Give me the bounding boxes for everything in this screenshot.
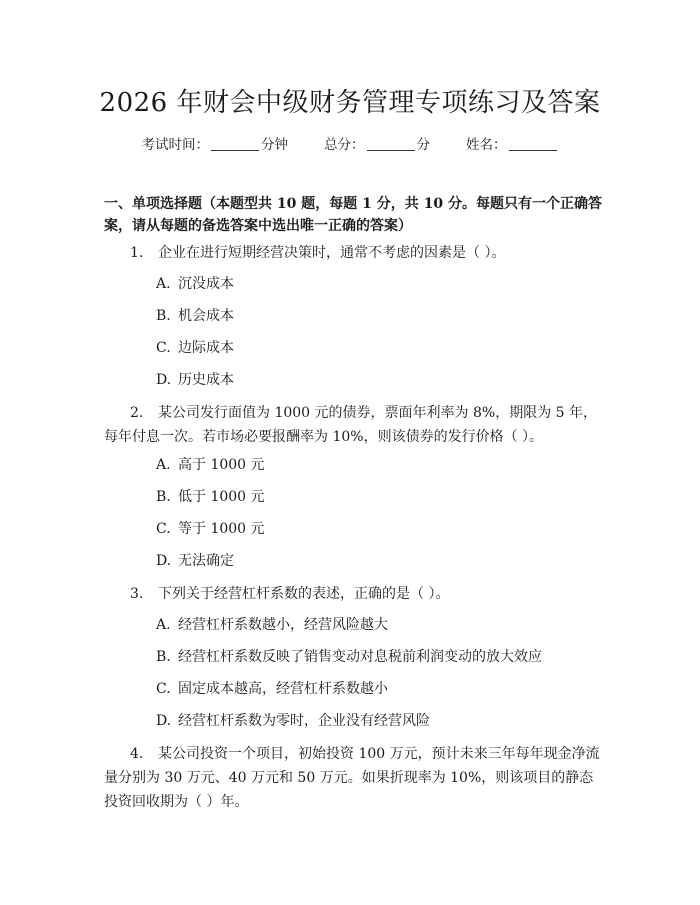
exam-time-blank (211, 150, 259, 151)
question-2 (104, 401, 606, 449)
question-2-option-c (156, 519, 265, 539)
option-text: 机会成本 (178, 308, 234, 324)
option-text: 高于 1000 元 (178, 457, 265, 473)
option-letter: B. (156, 489, 171, 505)
question-1-option-b (156, 306, 234, 326)
question-3-option-d (156, 711, 430, 731)
question-number: 2. (130, 405, 144, 421)
question-3 (130, 582, 610, 606)
option-letter: D. (156, 713, 172, 729)
option-text: 等于 1000 元 (178, 521, 265, 537)
option-letter: A. (156, 457, 171, 473)
option-letter: A. (156, 617, 171, 633)
total-score-field (324, 133, 430, 153)
question-text: 企业在进行短期经营决策时，通常不考虑的因素是（ ）。 (158, 245, 506, 261)
option-letter: D. (156, 553, 172, 569)
question-1 (130, 241, 610, 265)
exam-meta-row (0, 133, 700, 153)
option-letter: C. (156, 521, 171, 537)
question-3-option-a (156, 615, 388, 635)
option-letter: C. (156, 681, 171, 697)
option-text: 经营杠杆系数为零时，企业没有经营风险 (178, 713, 430, 729)
exam-time-unit: 分钟 (261, 137, 288, 153)
total-score-label: 总分： (324, 137, 365, 153)
page-title: 2026 年财会中级财务管理专项练习及答案 (99, 88, 601, 118)
exam-time-label: 考试时间： (141, 137, 209, 153)
question-3-option-c (156, 679, 388, 699)
question-number: 3. (130, 586, 144, 602)
question-1-option-c (156, 338, 234, 358)
question-number: 4. (130, 746, 144, 762)
exam-time-field (142, 133, 289, 153)
total-score-blank (367, 150, 415, 151)
question-text: 下列关于经营杠杆系数的表述，正确的是（ ）。 (158, 586, 450, 602)
section-heading: 一、单项选择题（本题型共 10 题，每题 1 分，共 10 分。每题只有一个正确答案，请从每题的备选答案中选出唯一正确的答案） (104, 196, 602, 234)
name-label: 姓名： (466, 137, 507, 153)
question-1-option-a (156, 274, 234, 294)
question-2-option-b (156, 487, 265, 507)
option-letter: B. (156, 308, 171, 324)
option-text: 经营杠杆系数反映了销售变动对息税前利润变动的放大效应 (178, 649, 542, 665)
question-2-option-a (156, 455, 265, 475)
question-4 (104, 742, 606, 814)
name-blank (509, 150, 557, 151)
total-score-unit: 分 (416, 137, 430, 153)
name-field (466, 133, 559, 153)
option-letter: D. (156, 372, 172, 388)
option-text: 历史成本 (178, 372, 234, 388)
question-1-option-d (156, 370, 234, 390)
option-text: 经营杠杆系数越小，经营风险越大 (178, 617, 388, 633)
question-2-option-d (156, 551, 234, 571)
option-text: 低于 1000 元 (178, 489, 265, 505)
question-3-option-b (156, 647, 542, 667)
option-text: 无法确定 (178, 553, 234, 569)
option-text: 边际成本 (178, 340, 234, 356)
question-text: 某公司发行面值为 1000 元的债券，票面年利率为 8%，期限为 5 年，每年付息一次。若市场必要报酬率为 10%，则该债券的发行价格（ ）。 (104, 405, 597, 445)
option-letter: A. (156, 276, 171, 292)
option-letter: C. (156, 340, 171, 356)
option-letter: B. (156, 649, 171, 665)
option-text: 固定成本越高，经营杠杆系数越小 (178, 681, 388, 697)
question-text: 某公司投资一个项目，初始投资 100 万元，预计未来三年每年现金净流量分别为 30 万元、40 万元和 50 万元。如果折现率为 10%，则该项目的静态投资回收期为（ ）年。 (104, 746, 600, 810)
question-number: 1. (130, 245, 144, 261)
option-text: 沉没成本 (178, 276, 234, 292)
